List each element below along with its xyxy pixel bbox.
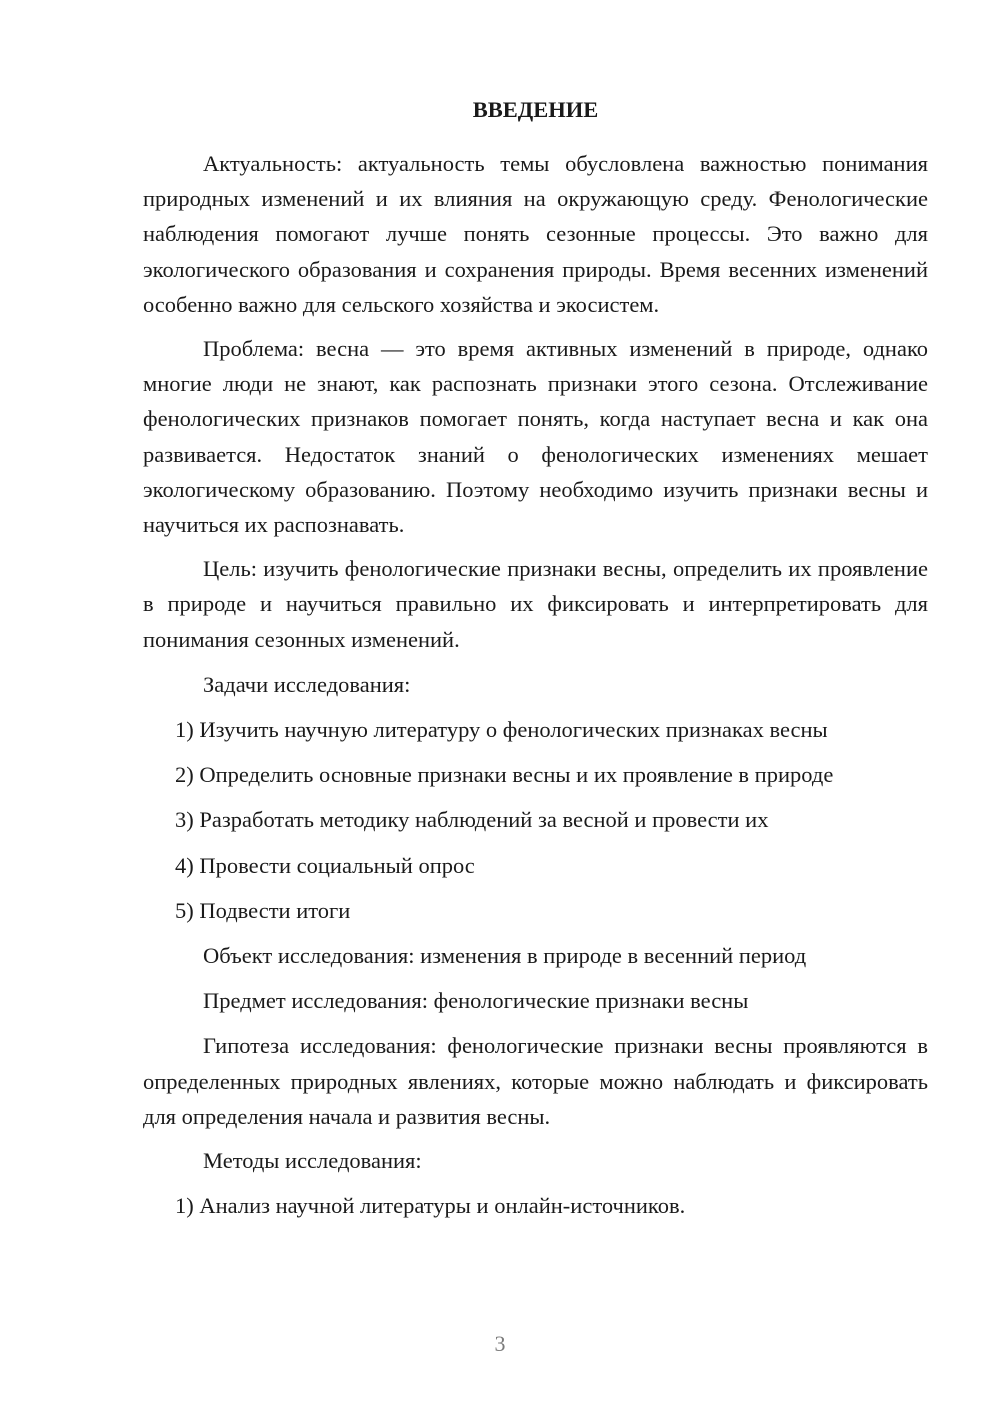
tasks-list <box>143 712 928 928</box>
research-subject: Предмет исследования: фенологические признаки весны <box>203 988 749 1014</box>
methods-heading: Методы исследования: <box>203 1148 422 1174</box>
list-item: 4) Провести социальный опрос <box>175 852 475 878</box>
document-page <box>143 92 928 1233</box>
tasks-heading: Задачи исследования: <box>203 671 411 697</box>
page-number: 3 <box>494 1331 506 1356</box>
methods-list <box>143 1188 928 1223</box>
list-item: 5) Подвести итоги <box>175 897 351 923</box>
list-item: 1) Анализ научной литературы и онлайн-источников. <box>175 1193 686 1219</box>
list-item: 2) Определить основные признаки весны и их проявление в природе <box>175 762 834 788</box>
list-item: 3) Разработать методику наблюдений за весной и провести их <box>175 807 769 833</box>
hypothesis-paragraph: Гипотеза исследования: фенологические признаки весны проявляются в определенных природных явлениях, которые можно наблюдать и фиксировать для определения начала и развития весны. <box>143 1033 928 1129</box>
list-item: 1) Изучить научную литературу о фенологических признаках весны <box>175 717 828 743</box>
relevance-paragraph: Актуальность: актуальность темы обусловлена важностью понимания природных изменений и их влияния на окружающую среду. Фенологические наблюдения помогают лучше понять сезонные процессы. Это важно для экологического образования и сохранения природы. Время весенних изменений особенно важно для сельского хозяйства и экосистем. <box>143 151 928 317</box>
problem-paragraph: Проблема: весна — это время активных изменений в природе, однако многие люди не знают, как распознать признаки этого сезона. Отслеживание фенологических признаков помогает понять, когда наступает весна и как она развивается. Недостаток знаний о фенологических изменениях мешает экологическому образованию. Поэтому необходимо изучить признаки весны и научиться их распознавать. <box>143 336 928 538</box>
research-object: Объект исследования: изменения в природе в весенний период <box>203 943 807 969</box>
section-title: ВВЕДЕНИЕ <box>472 97 599 122</box>
goal-paragraph: Цель: изучить фенологические признаки весны, определить их проявление в природе и научиться правильно их фиксировать и интерпретировать для понимания сезонных изменений. <box>143 556 928 652</box>
